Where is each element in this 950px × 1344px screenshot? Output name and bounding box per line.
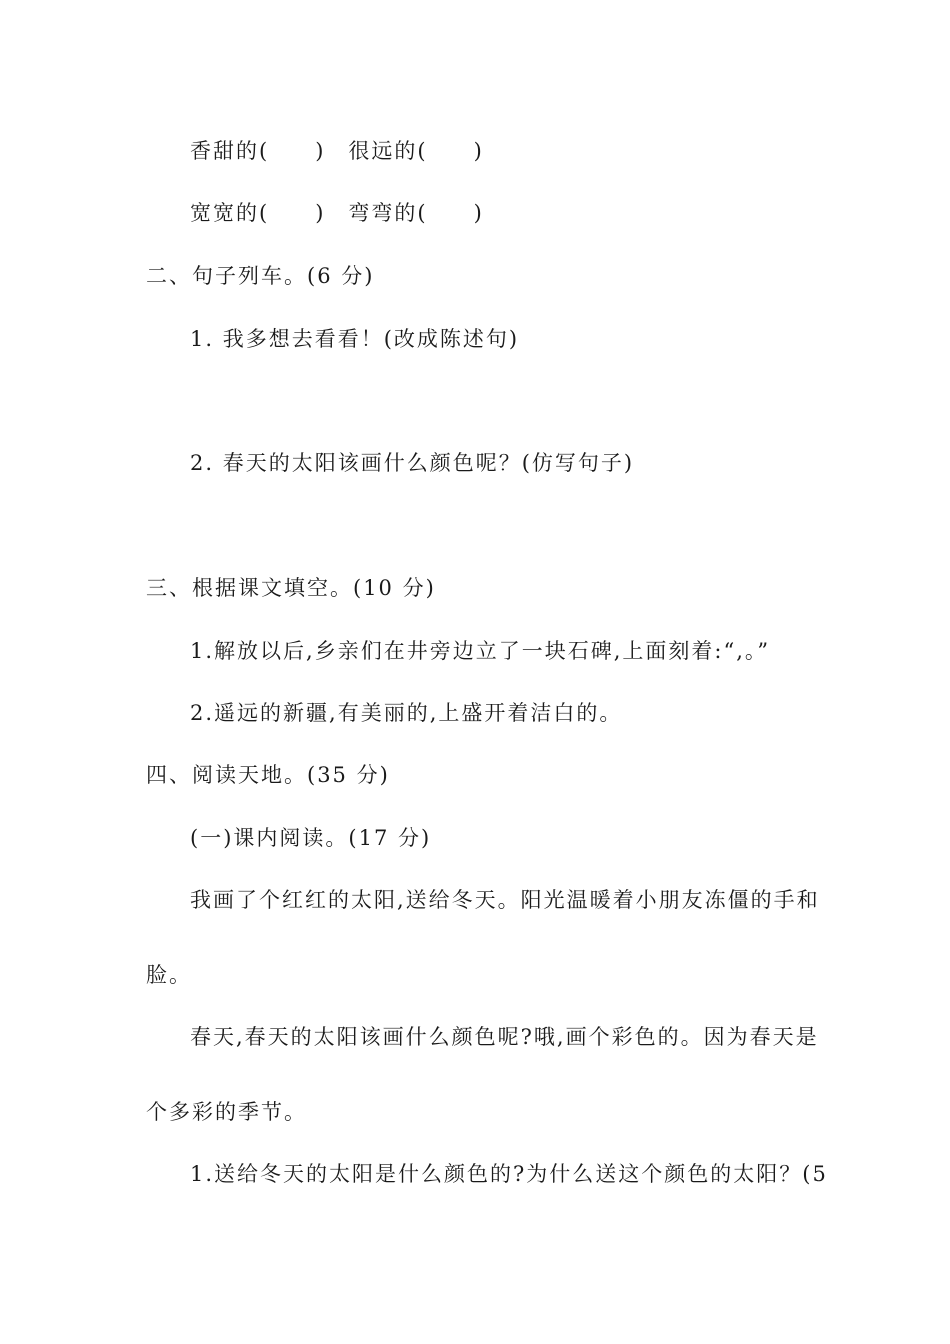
question-2-2: 2. 春天的太阳该画什么颜色呢？(仿写句子) — [190, 451, 635, 475]
question-2-1: 1. 我多想去看看！(改成陈述句) — [190, 327, 520, 351]
passage-line-2: 脸。 — [146, 963, 192, 987]
passage-line-4: 个多彩的季节。 — [146, 1100, 307, 1124]
section-heading-3: 三、根据课文填空。(10 分) — [146, 576, 436, 600]
question-4-1: 1.送给冬天的太阳是什么颜色的?为什么送这个颜色的太阳？(5 — [190, 1162, 828, 1186]
question-3-1: 1.解放以后,乡亲们在井旁边立了一块石碑,上面刻着:“,。” — [190, 639, 771, 663]
question-3-2: 2.遥远的新疆,有美丽的,上盛开着洁白的。 — [190, 701, 623, 725]
passage-line-1: 我画了个红红的太阳,送给冬天。阳光温暖着小朋友冻僵的手和 — [190, 888, 820, 912]
section-heading-2: 二、句子列车。(6 分) — [146, 264, 375, 288]
subsection-heading: (一)课内阅读。(17 分) — [190, 826, 432, 850]
word-pair-row-2: 宽宽的( ) 弯弯的( ) — [190, 201, 484, 225]
word-pair-row-1: 香甜的( ) 很远的( ) — [190, 139, 484, 163]
passage-line-3: 春天,春天的太阳该画什么颜色呢?哦,画个彩色的。因为春天是 — [190, 1025, 819, 1049]
section-heading-4: 四、阅读天地。(35 分) — [146, 763, 390, 787]
